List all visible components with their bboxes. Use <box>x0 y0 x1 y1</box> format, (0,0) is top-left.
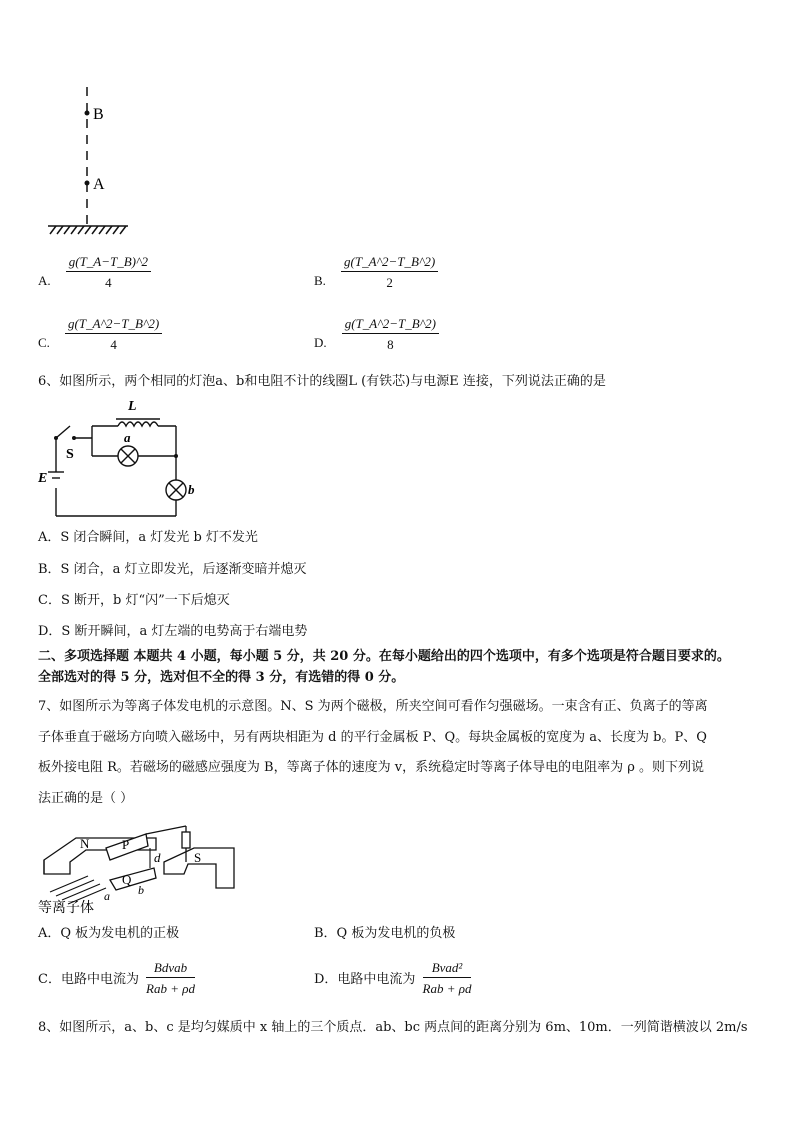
point-a-dot <box>85 181 90 186</box>
option-letter: D. <box>314 335 327 350</box>
fraction <box>146 960 195 997</box>
plate-q-label: Q <box>122 872 132 887</box>
q8-stem-line1: 8、如图所示，a、b、c 是均匀媒质中 x 轴上的三个质点．ab、bc 两点间的距离分别为 6m、10m．一列简谐横波以 2m/s <box>38 1020 748 1035</box>
section-2-heading-line1: 二、多项选择题 本题共 4 小题，每小题 5 分，共 20 分。在每小题给出的四个选项中，有多个选项是符合题目要求的。 <box>38 649 730 664</box>
q7-stem-line3: 板外接电阻 R。若磁场的磁感应强度为 B，等离子体的速度为 v，系统稳定时等离子体导电的电阻率为 ρ 。则下列说 <box>38 760 704 775</box>
fraction-numerator: Bdvab <box>146 960 195 978</box>
q7-option-b: B．Q 板为发电机的负极 <box>314 926 456 941</box>
fraction-denominator: Rab + ρd <box>146 981 195 996</box>
switch-contact <box>54 436 58 440</box>
inductor-circuit-figure <box>36 396 206 522</box>
option-text: C．电路中电流为 <box>38 972 139 987</box>
length-b-label: b <box>138 883 144 897</box>
fraction-denominator: 2 <box>386 275 393 290</box>
q7-stem-line1: 7、如图所示为等离子体发电机的示意图。N、S 为两个磁极，所夹空间可看作匀强磁场。一束含有正、负离子的等离 <box>38 699 708 714</box>
plasma-label: 等离子体 <box>38 900 94 914</box>
fraction-denominator: Rab + ρd <box>422 981 472 996</box>
lamp-a-label: a <box>124 430 131 445</box>
q5-option-c <box>38 316 162 353</box>
q6-option-b: B．S 闭合，a 灯立即发光，后逐渐变暗并熄灭 <box>38 562 307 577</box>
q7-stem-line4: 法正确的是（ ） <box>38 791 134 806</box>
ground-hatching <box>50 226 126 234</box>
vertical-motion-figure <box>40 85 140 240</box>
fraction-denominator: 4 <box>105 275 112 290</box>
option-letter: A. <box>38 273 51 288</box>
source-label: E <box>38 471 48 486</box>
fraction-numerator: g(T_A^2−T_B^2) <box>65 316 162 334</box>
option-letter: B. <box>314 273 326 288</box>
fraction-numerator: g(T_A^2−T_B^2) <box>342 316 439 334</box>
q7-option-d <box>314 960 471 997</box>
q6-stem: 6、如图所示，两个相同的灯泡a、b和电阻不计的线圈L (有铁芯)与电源E 连接，下列说法正确的是 <box>38 374 606 389</box>
junction-dot <box>174 454 178 458</box>
q7-stem-line2: 子体垂直于磁场方向喷入磁场中，另有两块相距为 d 的平行金属板 P、Q。每块金属板的宽度为 a、长度为 b。P、Q <box>38 730 707 745</box>
magnet-s-label: S <box>194 850 202 865</box>
fraction <box>65 316 162 353</box>
fraction-numerator: Bvad² <box>423 960 472 978</box>
q6-option-a: A．S 闭合瞬间，a 灯发光 b 灯不发光 <box>38 530 258 545</box>
q5-option-b <box>314 254 438 291</box>
point-b-label: B <box>93 106 104 123</box>
fraction-numerator: g(T_A^2−T_B^2) <box>341 254 438 272</box>
distance-d-label: d <box>154 850 161 865</box>
q5-option-a <box>38 254 151 291</box>
magnet-n-label: N <box>80 836 90 851</box>
q6-option-d: D．S 断开瞬间，a 灯左端的电势高于右端电势 <box>38 624 308 639</box>
fraction <box>341 254 438 291</box>
plate-p-label: P <box>122 837 130 852</box>
point-a-label: A <box>93 176 105 193</box>
inductor-label: L <box>128 399 137 414</box>
fraction <box>342 316 439 353</box>
q7-option-a: A．Q 板为发电机的正极 <box>38 926 180 941</box>
lamp-b-label: b <box>188 482 195 497</box>
q7-option-c <box>38 960 195 997</box>
switch-label: S <box>66 447 74 462</box>
plasma-generator-figure <box>36 818 236 914</box>
fraction-denominator: 8 <box>387 337 394 352</box>
option-text: D．电路中电流为 <box>314 972 416 987</box>
fraction <box>66 254 151 291</box>
section-2-heading-line2: 全部选对的得 5 分，选对但不全的得 3 分，有选错的得 0 分。 <box>38 670 405 685</box>
switch-contact <box>72 436 76 440</box>
q5-option-d <box>314 316 439 353</box>
point-b-dot <box>85 111 90 116</box>
fraction <box>423 960 472 997</box>
option-letter: C. <box>38 335 50 350</box>
fraction-numerator: g(T_A−T_B)^2 <box>66 254 151 272</box>
width-a-label: a <box>104 889 110 903</box>
q6-option-c: C．S 断开，b 灯“闪”一下后熄灭 <box>38 593 230 608</box>
fraction-denominator: 4 <box>110 337 117 352</box>
